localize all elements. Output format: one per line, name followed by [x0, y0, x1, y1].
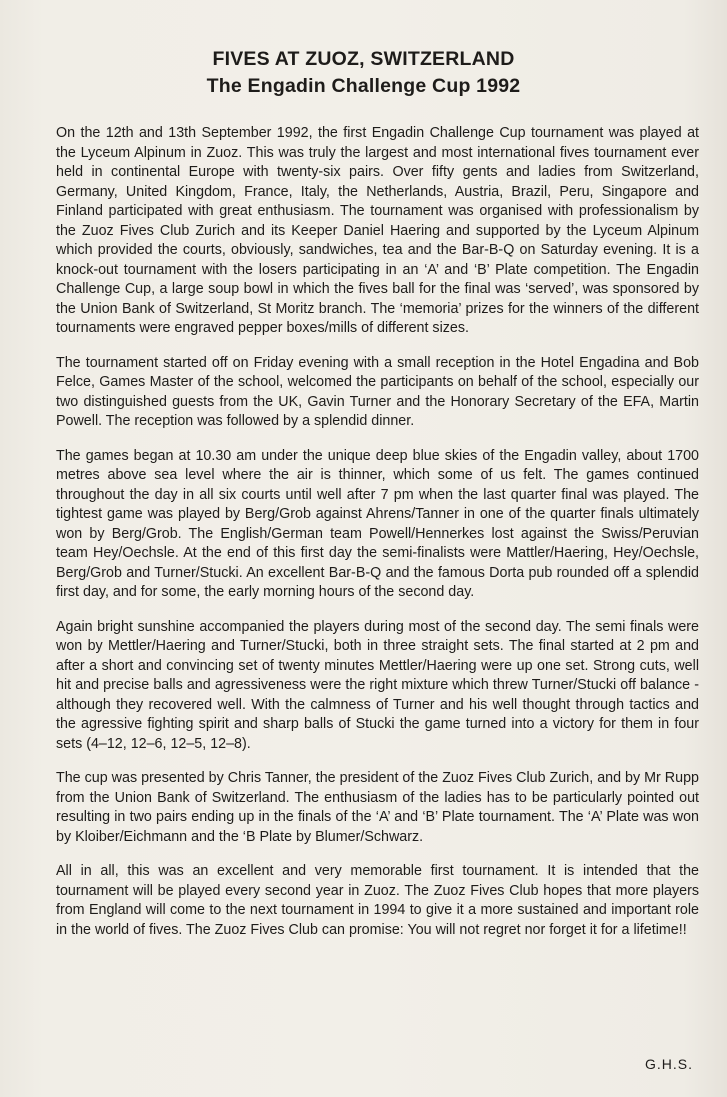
article-header — [0, 46, 727, 100]
paragraph-reception: The tournament started off on Friday evening with a small reception in the Hotel Engadina and Bob Felce, Games Master of the school, welcomed the participants on behalf of the school, especially our two distinguished guests from the UK, Gavin Turner and the Honorary Secretary of the EFA, Martin Powell. The reception was followed by a splendid dinner. — [56, 354, 699, 429]
article-title: FIVES AT ZUOZ, SWITZERLAND — [212, 48, 515, 70]
paragraph-conclusion: All in all, this was an excellent and very memorable first tournament. It is intended that the tournament will be played every second year in Zuoz. The Zuoz Fives Club hopes that more players from England will come to the next tournament in 1994 to give it a more sustained and important role in the world of fives. The Zuoz Fives Club can promise: You will not regret nor forget it for a lifetime!! — [56, 863, 699, 938]
author-initials: G.H.S. — [644, 1056, 693, 1072]
paragraph-first-day: The games began at 10.30 am under the unique deep blue skies of the Engadin valley, about 1700 metres above sea level where the air is thinner, which some of us felt. The games continued throughout the day in all six courts until well after 7 pm when the last quarter final was played. The tightest game was played by Berg/Grob against Ahrens/Tanner in one of the quarter finals ultimately won by Berg/Grob. The English/German team Powell/Hennerkes lost against the Swiss/Peruvian team Hey/Oechsle. At the end of this first day the semi-finalists were Mattler/Haering, Hey/Oechsle, Berg/Grob and Turner/Stucki. An excellent Bar-B-Q and the famous Dorta pub rounded off a splendid first day, and for some, the early morning hours of the second day. — [56, 447, 699, 600]
article-body — [56, 124, 699, 955]
paragraph-second-day: Again bright sunshine accompanied the players during most of the second day. The semi finals were won by Mettler/Haering and Turner/Stucki, both in three straight sets. The final started at 2 pm and after a short and convincing set of twenty minutes Mettler/Haering were up one set. Strong cuts, well hit and precise balls and agressiveness were the right mixture which threw Turner/Stucki off balance - although they recovered well. With the calmness of Turner and his well thought through tactics and the agressive fighting spirit and sharp balls of Stucki the game turned into a victory for them in four sets (4–12, 12–6, 12–5, 12–8). — [56, 618, 699, 752]
paragraph-presentation: The cup was presented by Chris Tanner, the president of the Zuoz Fives Club Zurich, and by Mr Rupp from the Union Bank of Switzerland. The enthusiasm of the ladies has to be particularly pointed out resulting in two pairs ending up in the finals of the ‘A’ and ‘B’ Plate tournament. The ‘A’ Plate was won by Kloiber/Eichmann and the ‘B Plate by Blumer/Schwarz. — [56, 770, 699, 845]
article-subtitle: The Engadin Challenge Cup 1992 — [206, 75, 521, 97]
paragraph-intro: On the 12th and 13th September 1992, the first Engadin Challenge Cup tournament was played at the Lyceum Alpinum in Zuoz. This was truly the largest and most international fives tournament ever held in continental Europe with twenty-six pairs. Over fifty gents and ladies from Switzerland, Germany, United Kingdom, France, Italy, the Netherlands, Austria, Brazil, Peru, Singapore and Finland participated with great enthusiasm. The tournament was organised with professionalism by the Zuoz Fives Club Zurich and its Keeper Daniel Haering and supported by the Lyceum Alpinum which provided the courts, obviously, sandwiches, tea and the Bar-B-Q on Saturday evening. It is a knock-out tournament with the losers participating in an ‘A’ and ‘B’ Plate competition. The Engadin Challenge Cup, a large soup bowl in which the fives ball for the final was ‘served’, was sponsored by the Union Bank of Switzerland, St Moritz branch. The ‘memoria’ prizes for the winners of the different tournaments were engraved pepper boxes/mills of different sizes. — [56, 125, 699, 336]
